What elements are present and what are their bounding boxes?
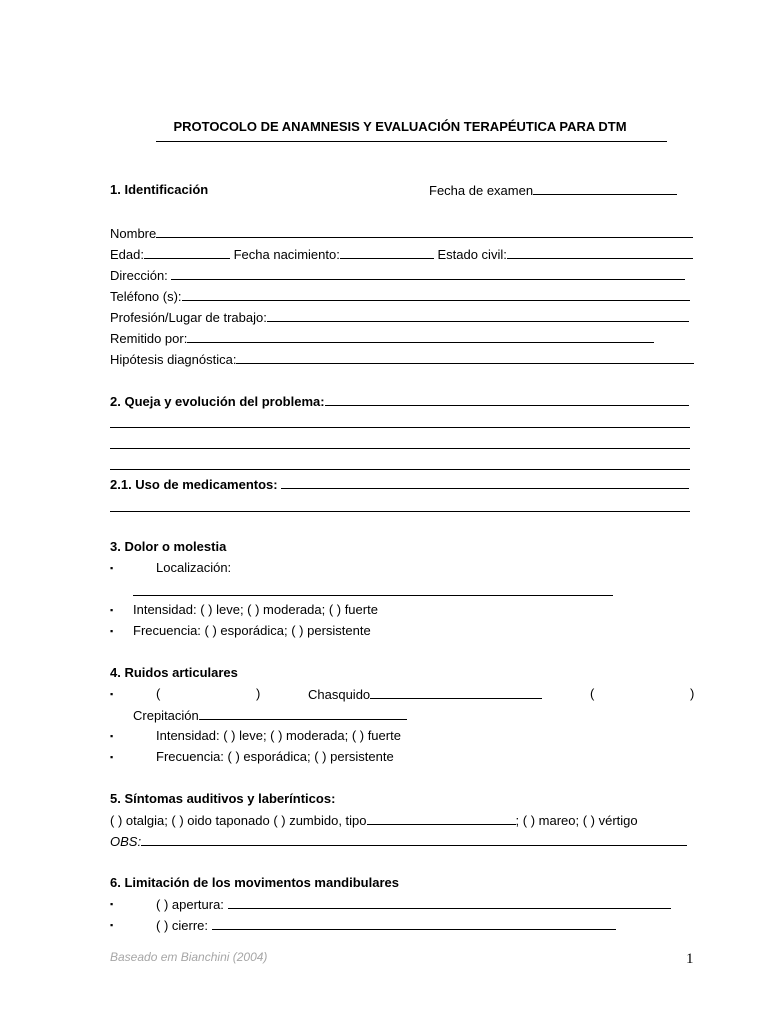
- click-label: Chasquido: [308, 687, 371, 702]
- section-6-heading: 6. Limitación de los movimentos mandibulares: [110, 875, 399, 890]
- closing-label[interactable]: ( ) cierre:: [156, 918, 208, 933]
- bullet-icon: ▪: [110, 626, 114, 636]
- job-field[interactable]: [267, 309, 689, 322]
- referred-row: [110, 330, 654, 346]
- name-label: Nombre: [110, 226, 157, 241]
- complaint-line-3[interactable]: [110, 448, 690, 449]
- click-row: [308, 686, 542, 703]
- opening-row: [156, 896, 671, 913]
- crepitation-checkbox-open[interactable]: (: [590, 686, 595, 701]
- crepitation-field[interactable]: [199, 707, 407, 720]
- complaint-row: [110, 393, 689, 409]
- phone-row: [110, 288, 690, 304]
- vertigo-options[interactable]: ; ( ) mareo; ( ) vértigo: [515, 813, 638, 828]
- section-1-heading: 1. Identificación: [110, 182, 209, 197]
- complaint-field[interactable]: [325, 393, 689, 406]
- click-field[interactable]: [370, 686, 542, 699]
- referred-label: Remitido por:: [110, 331, 188, 346]
- hypothesis-label: Hipótesis diagnóstica:: [110, 352, 237, 367]
- age-row: [110, 246, 693, 262]
- name-field[interactable]: [156, 225, 693, 238]
- section-3-heading: 3. Dolor o molestia: [110, 539, 227, 554]
- exam-date-row: [429, 182, 677, 199]
- click-checkbox-close[interactable]: ): [256, 686, 261, 701]
- pain-frequency-options[interactable]: Frecuencia: ( ) esporádica; ( ) persistente: [133, 623, 371, 638]
- noise-intensity-options[interactable]: Intensidad: ( ) leve; ( ) moderada; ( ) fuerte: [156, 728, 401, 743]
- obs-row: [110, 833, 687, 849]
- footer-source: Baseado em Bianchini (2004): [110, 950, 268, 964]
- closing-row: [156, 917, 616, 934]
- crepitation-row: [133, 707, 407, 724]
- birth-field[interactable]: [340, 246, 434, 259]
- bullet-icon: ▪: [110, 731, 114, 741]
- address-row: [110, 267, 685, 283]
- bullet-icon: ▪: [110, 899, 114, 909]
- civil-label: Estado civil:: [437, 247, 507, 262]
- birth-label: Fecha nacimiento:: [233, 247, 340, 262]
- age-field[interactable]: [144, 246, 230, 259]
- address-label: Dirección:: [110, 268, 168, 283]
- exam-date-label: Fecha de examen: [429, 183, 534, 198]
- civil-field[interactable]: [507, 246, 693, 259]
- exam-date-field[interactable]: [533, 182, 677, 195]
- noise-frequency-options[interactable]: Frecuencia: ( ) esporádica; ( ) persistente: [156, 749, 394, 764]
- auditory-options[interactable]: ( ) otalgia; ( ) oido taponado ( ) zumbido, tipo: [110, 813, 367, 828]
- complaint-line-4[interactable]: [110, 469, 690, 470]
- obs-field[interactable]: [141, 833, 687, 846]
- bullet-icon: ▪: [110, 563, 114, 573]
- crepitation-label: Crepitación: [133, 708, 199, 723]
- bullet-icon: ▪: [110, 920, 114, 930]
- hypothesis-row: [110, 351, 694, 367]
- meds-row: [110, 476, 689, 492]
- hypothesis-field[interactable]: [236, 351, 694, 364]
- age-label: Edad:: [110, 247, 144, 262]
- section-2-heading: 2. Queja y evolución del problema:: [110, 394, 325, 409]
- auditory-symptoms-row: [110, 812, 638, 828]
- meds-field[interactable]: [281, 476, 689, 489]
- section-4-heading: 4. Ruidos articulares: [110, 665, 238, 680]
- bullet-icon: ▪: [110, 752, 114, 762]
- location-field[interactable]: [133, 595, 613, 596]
- page-number: 1: [686, 951, 694, 967]
- name-row: [110, 225, 693, 241]
- job-row: [110, 309, 689, 325]
- meds-line-2[interactable]: [110, 511, 690, 512]
- phone-field[interactable]: [182, 288, 690, 301]
- document-title: PROTOCOLO DE ANAMNESIS Y EVALUACIÓN TERAPÉUTICA PARA DTM: [173, 119, 627, 134]
- phone-label: Teléfono (s):: [110, 289, 182, 304]
- referred-field[interactable]: [187, 330, 654, 343]
- click-checkbox-open[interactable]: (: [156, 686, 161, 701]
- tinnitus-type-field[interactable]: [367, 812, 516, 825]
- closing-field[interactable]: [212, 917, 616, 930]
- section-2-1-heading: 2.1. Uso de medicamentos:: [110, 477, 278, 492]
- section-5-heading: 5. Síntomas auditivos y laberínticos:: [110, 791, 336, 806]
- location-label: Localización:: [156, 560, 232, 575]
- obs-label: OBS:: [110, 834, 142, 849]
- opening-field[interactable]: [228, 896, 671, 909]
- complaint-line-2[interactable]: [110, 427, 690, 428]
- opening-label[interactable]: ( ) apertura:: [156, 897, 224, 912]
- crepitation-checkbox-close[interactable]: ): [690, 686, 695, 701]
- title-underline: [156, 141, 667, 142]
- address-field[interactable]: [171, 267, 685, 280]
- job-label: Profesión/Lugar de trabajo:: [110, 310, 267, 325]
- bullet-icon: ▪: [110, 605, 114, 615]
- pain-intensity-options[interactable]: Intensidad: ( ) leve; ( ) moderada; ( ) fuerte: [133, 602, 378, 617]
- bullet-icon: ▪: [110, 689, 114, 699]
